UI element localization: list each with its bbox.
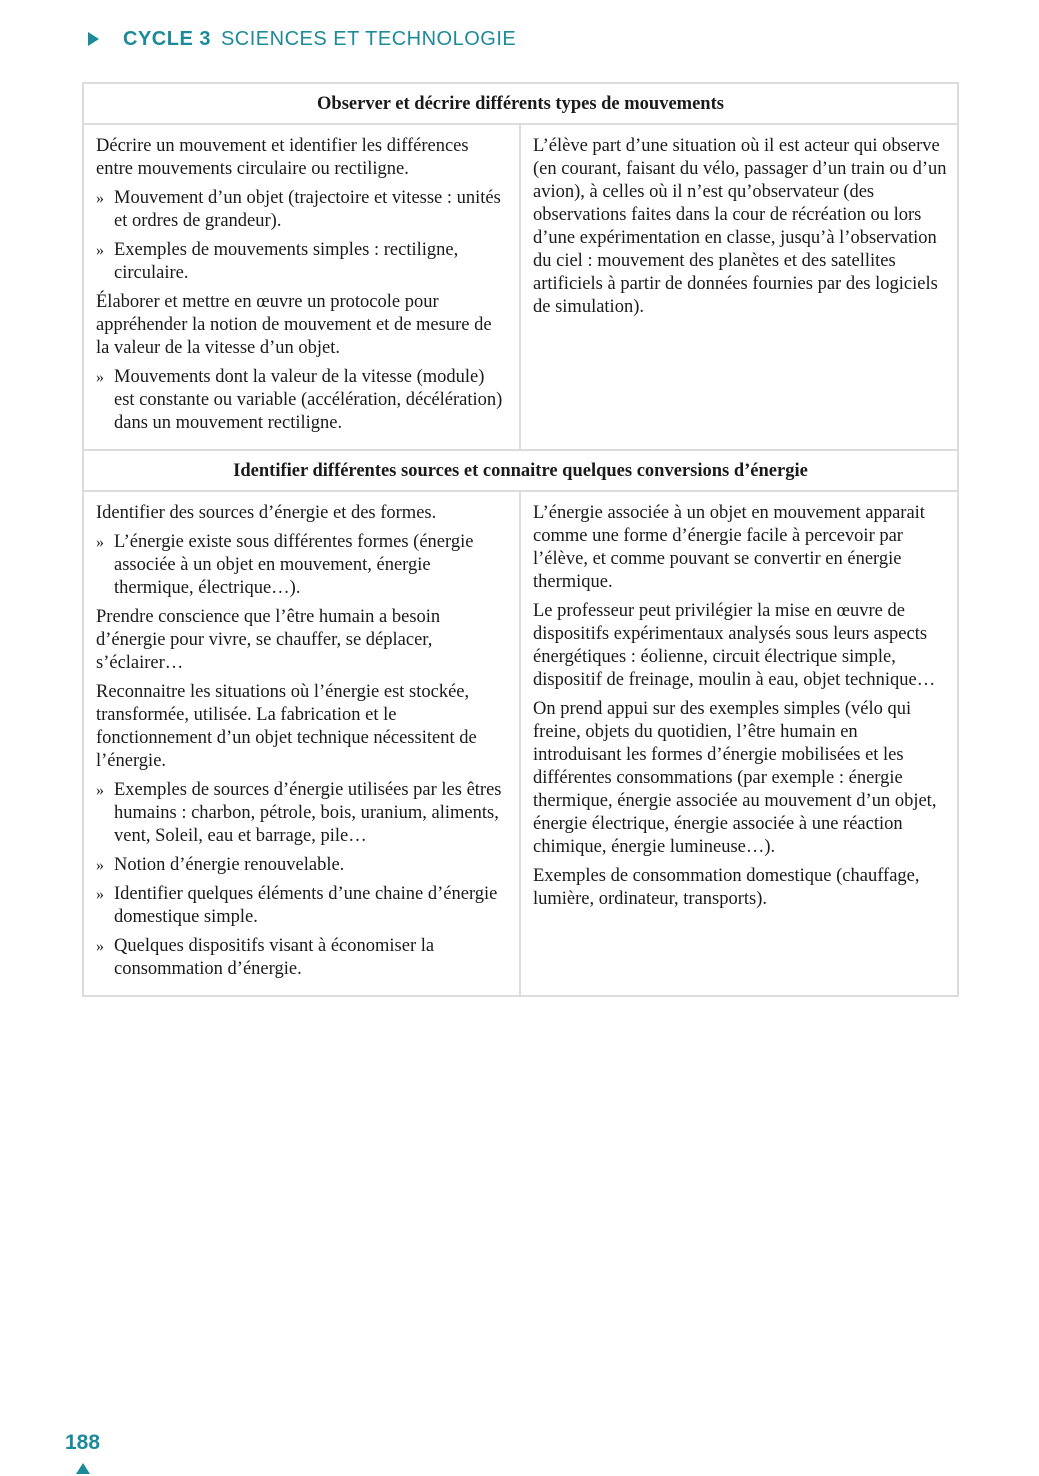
paragraph: On prend appui sur des exemples simples (vélo qui freine, objets du quotidien, l’être humain en introduisant les formes d’énergie mobilisées et les différentes consommations (par exemple : énergie thermique, énergie associée au mouvement d’un objet, énergie électrique, énergie associée à une réaction chimique, énergie lumineuse…). [533,699,937,857]
paragraph: Élaborer et mettre en œuvre un protocole pour appréhender la notion de mouvement et de mesure de la valeur de la vitesse d’un objet. [96,292,492,358]
list-item-text: Mouvements dont la valeur de la vitesse (module) est constante ou variable (accélération, décélération) dans un mouvement rectiligne. [114,367,503,433]
triangle-right-icon [88,32,99,46]
section-title: Observer et décrire différents types de mouvements [83,83,958,124]
paragraph: Prendre conscience que l’être humain a besoin d’énergie pour vivre, se chauffer, se déplacer, s’éclairer… [96,607,441,673]
chevron-bullet-icon: » [96,857,104,874]
list-item-text: Identifier quelques éléments d’une chaine d’énergie domestique simple. [114,884,498,927]
programme-table [82,82,959,997]
chevron-bullet-icon: » [96,534,104,551]
paragraph: Exemples de consommation domestique (chauffage, lumière, ordinateur, transports). [533,866,920,909]
chevron-bullet-icon: » [96,190,104,207]
list-item-text: Exemples de sources d’énergie utilisées par les êtres humains : charbon, pétrole, bois, uranium, aliments, vent, Soleil, eau et barrage, pile… [114,780,502,846]
running-header [88,24,516,54]
subject-label: SCIENCES ET TECHNOLOGIE [220,27,517,50]
knowledge-cell [83,491,520,996]
bullet-list [96,187,509,285]
guidance-cell [520,491,958,996]
list-item [96,531,509,600]
list-item-text: Exemples de mouvements simples : rectiligne, circulaire. [114,240,459,283]
paragraph: Décrire un mouvement et identifier les différences entre mouvements circulaire ou rectiligne. [96,136,469,179]
triangle-up-icon [76,1463,90,1474]
paragraph: Le professeur peut privilégier la mise en œuvre de dispositifs expérimentaux analysés sous leurs aspects énergétiques : éolienne, circuit électrique simple, dispositif de freinage, moulin à eau, objet technique… [533,601,936,690]
bullet-list [96,531,509,600]
chevron-bullet-icon: » [96,782,104,799]
list-item-text: Quelques dispositifs visant à économiser la consommation d’énergie. [114,936,435,979]
list-item-text: L’énergie existe sous différentes formes (énergie associée à un objet en mouvement, énergie thermique, électrique…). [114,532,474,598]
paragraph: Reconnaitre les situations où l’énergie est stockée, transformée, utilisée. La fabrication et le fonctionnement d’un objet technique nécessitent de l’énergie. [96,682,477,771]
list-item [96,883,509,929]
bullet-list [96,366,509,435]
paragraph: L’élève part d’une situation où il est acteur qui observe (en courant, faisant du vélo, passager d’un train ou d’un avion), à celles où il n’est qu’observateur (des observations faites dans la cour de récréation ou lors d’une expérimentation en classe, jusqu’à l’observation du ciel : mouvement des planètes et des satellites artificiels à partir de données fournies par des logiciels de simulation). [533,136,947,317]
list-item-text: Notion d’énergie renouvelable. [114,855,345,875]
guidance-cell [520,124,958,450]
paragraph: Identifier des sources d’énergie et des formes. [96,503,437,523]
chevron-bullet-icon: » [96,369,104,386]
chevron-bullet-icon: » [96,886,104,903]
list-item [96,187,509,233]
chevron-bullet-icon: » [96,242,104,259]
list-item-text: Mouvement d’un objet (trajectoire et vitesse : unités et ordres de grandeur). [114,188,501,231]
knowledge-cell [83,124,520,450]
cycle-label: CYCLE 3 [123,27,211,50]
page-number: 188 [65,1431,101,1454]
chevron-bullet-icon: » [96,938,104,955]
list-item [96,779,509,848]
list-item [96,239,509,285]
list-item [96,935,509,981]
bullet-list [96,779,509,981]
paragraph: L’énergie associée à un objet en mouvement apparait comme une forme d’énergie facile à percevoir par l’élève, et comme pouvant se convertir en énergie thermique. [533,503,925,592]
list-item [96,366,509,435]
list-item [96,854,509,877]
section-title: Identifier différentes sources et connaitre quelques conversions d’énergie [83,450,958,491]
